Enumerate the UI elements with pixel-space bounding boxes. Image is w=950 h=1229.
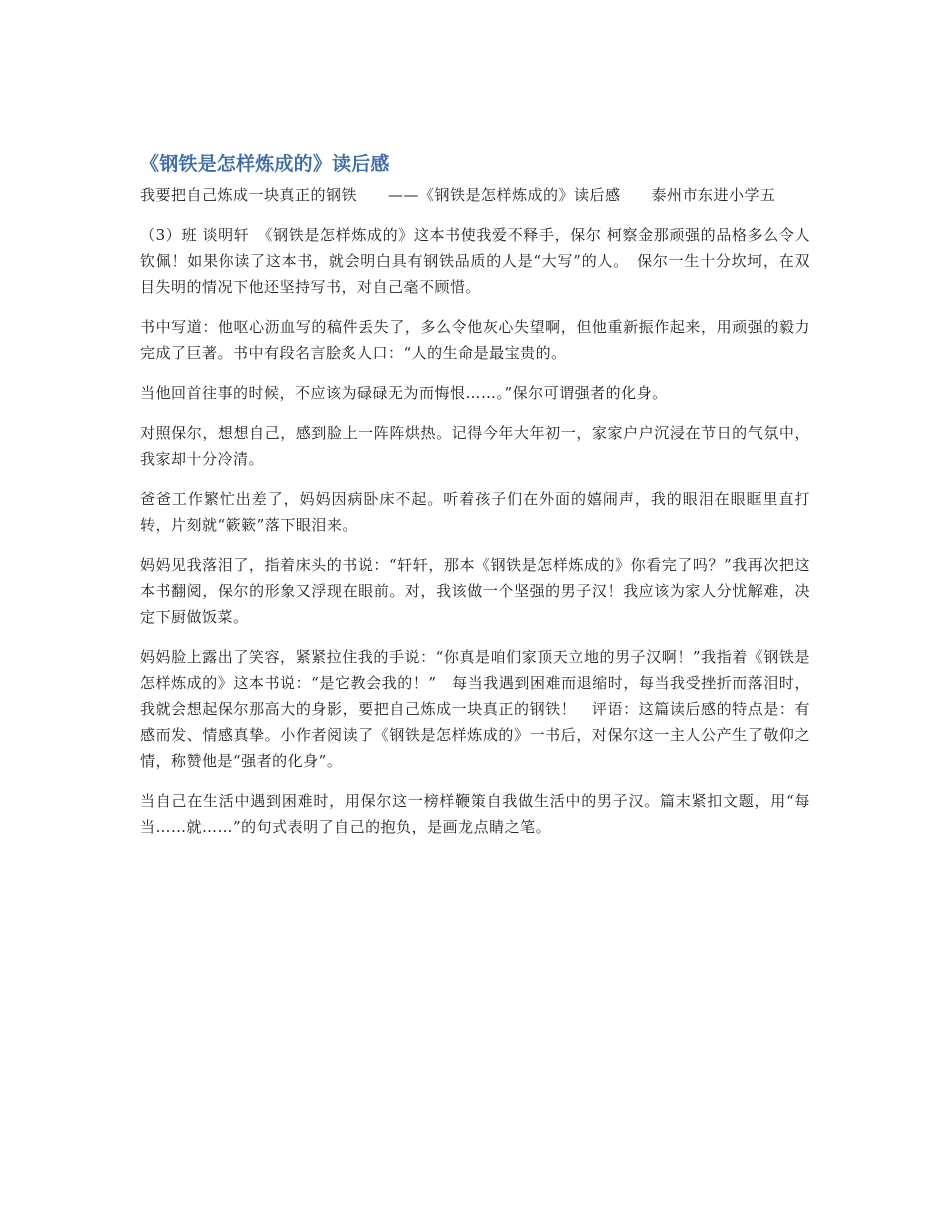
paragraph-8: 妈妈脸上露出了笑容，紧紧拉住我的手说：“你真是咱们家顶天立地的男子汉啊！”我指着《钢铁是怎样炼成的》这本书说：“是它教会我的！” 每当我遇到困难而退缩时，每当我受挫折而落泪时，我就会想起保尔那高大的身影，要把自己炼成一块真正的钢铁！ 评语：这篇读后感的特点是：有感而发、情感真挚。小作者阅读了《钢铁是怎样炼成的》一书后，对保尔这一主人公产生了敬仰之情，称赞他是“强者的化身”。 [140,648,810,770]
paragraph-6: 爸爸工作繁忙出差了，妈妈因病卧床不起。听着孩子们在外面的嬉闹声，我的眼泪在眼眶里直打转，片刻就“簌簌”落下眼泪来。 [140,490,810,534]
paragraph-5: 对照保尔，想想自己，感到脸上一阵阵烘热。记得今年大年初一，家家户户沉浸在节日的气氛中，我家却十分冷清。 [140,424,810,468]
paragraph-7: 妈妈见我落泪了，指着床头的书说：“轩轩，那本《钢铁是怎样炼成的》你看完了吗？”我再次把这本书翻阅，保尔的形象又浮现在眼前。对，我该做一个坚强的男子汉！我应该为家人分忧解难，决定下厨做饭菜。 [140,556,810,626]
document-title: 《钢铁是怎样炼成的》读后感 [140,153,390,175]
paragraph-4: 当他回首往事的时候，不应该为碌碌无为而悔恨……。”保尔可谓强者的化身。 [140,384,668,402]
paragraph-3: 书中写道：他呕心沥血写的稿件丢失了，多么令他灰心失望啊，但他重新振作起来，用顽强的毅力完成了巨著。书中有段名言脍炙人口：“人的生命是最宝贵的。 [140,318,810,362]
document-content [140,148,810,854]
paragraph-2: （3）班 谈明轩 《钢铁是怎样炼成的》这本书使我爱不释手，保尔 柯察金那顽强的品格多么令人钦佩！如果你读了这本书，就会明白具有钢铁品质的人是“大写”的人。 保尔一生十分坎坷，在双目失明的情况下他还坚持写书，对自己毫不顾惜。 [140,226,810,296]
paragraph-9: 当自己在生活中遇到困难时，用保尔这一榜样鞭策自我做生活中的男子汉。篇末紧扣文题，用“每当……就……”的句式表明了自己的抱负，是画龙点睛之笔。 [140,792,810,836]
paragraph-intro: 我要把自己炼成一块真正的钢铁 ——《钢铁是怎样炼成的》读后感 泰州市东进小学五 [140,186,776,204]
